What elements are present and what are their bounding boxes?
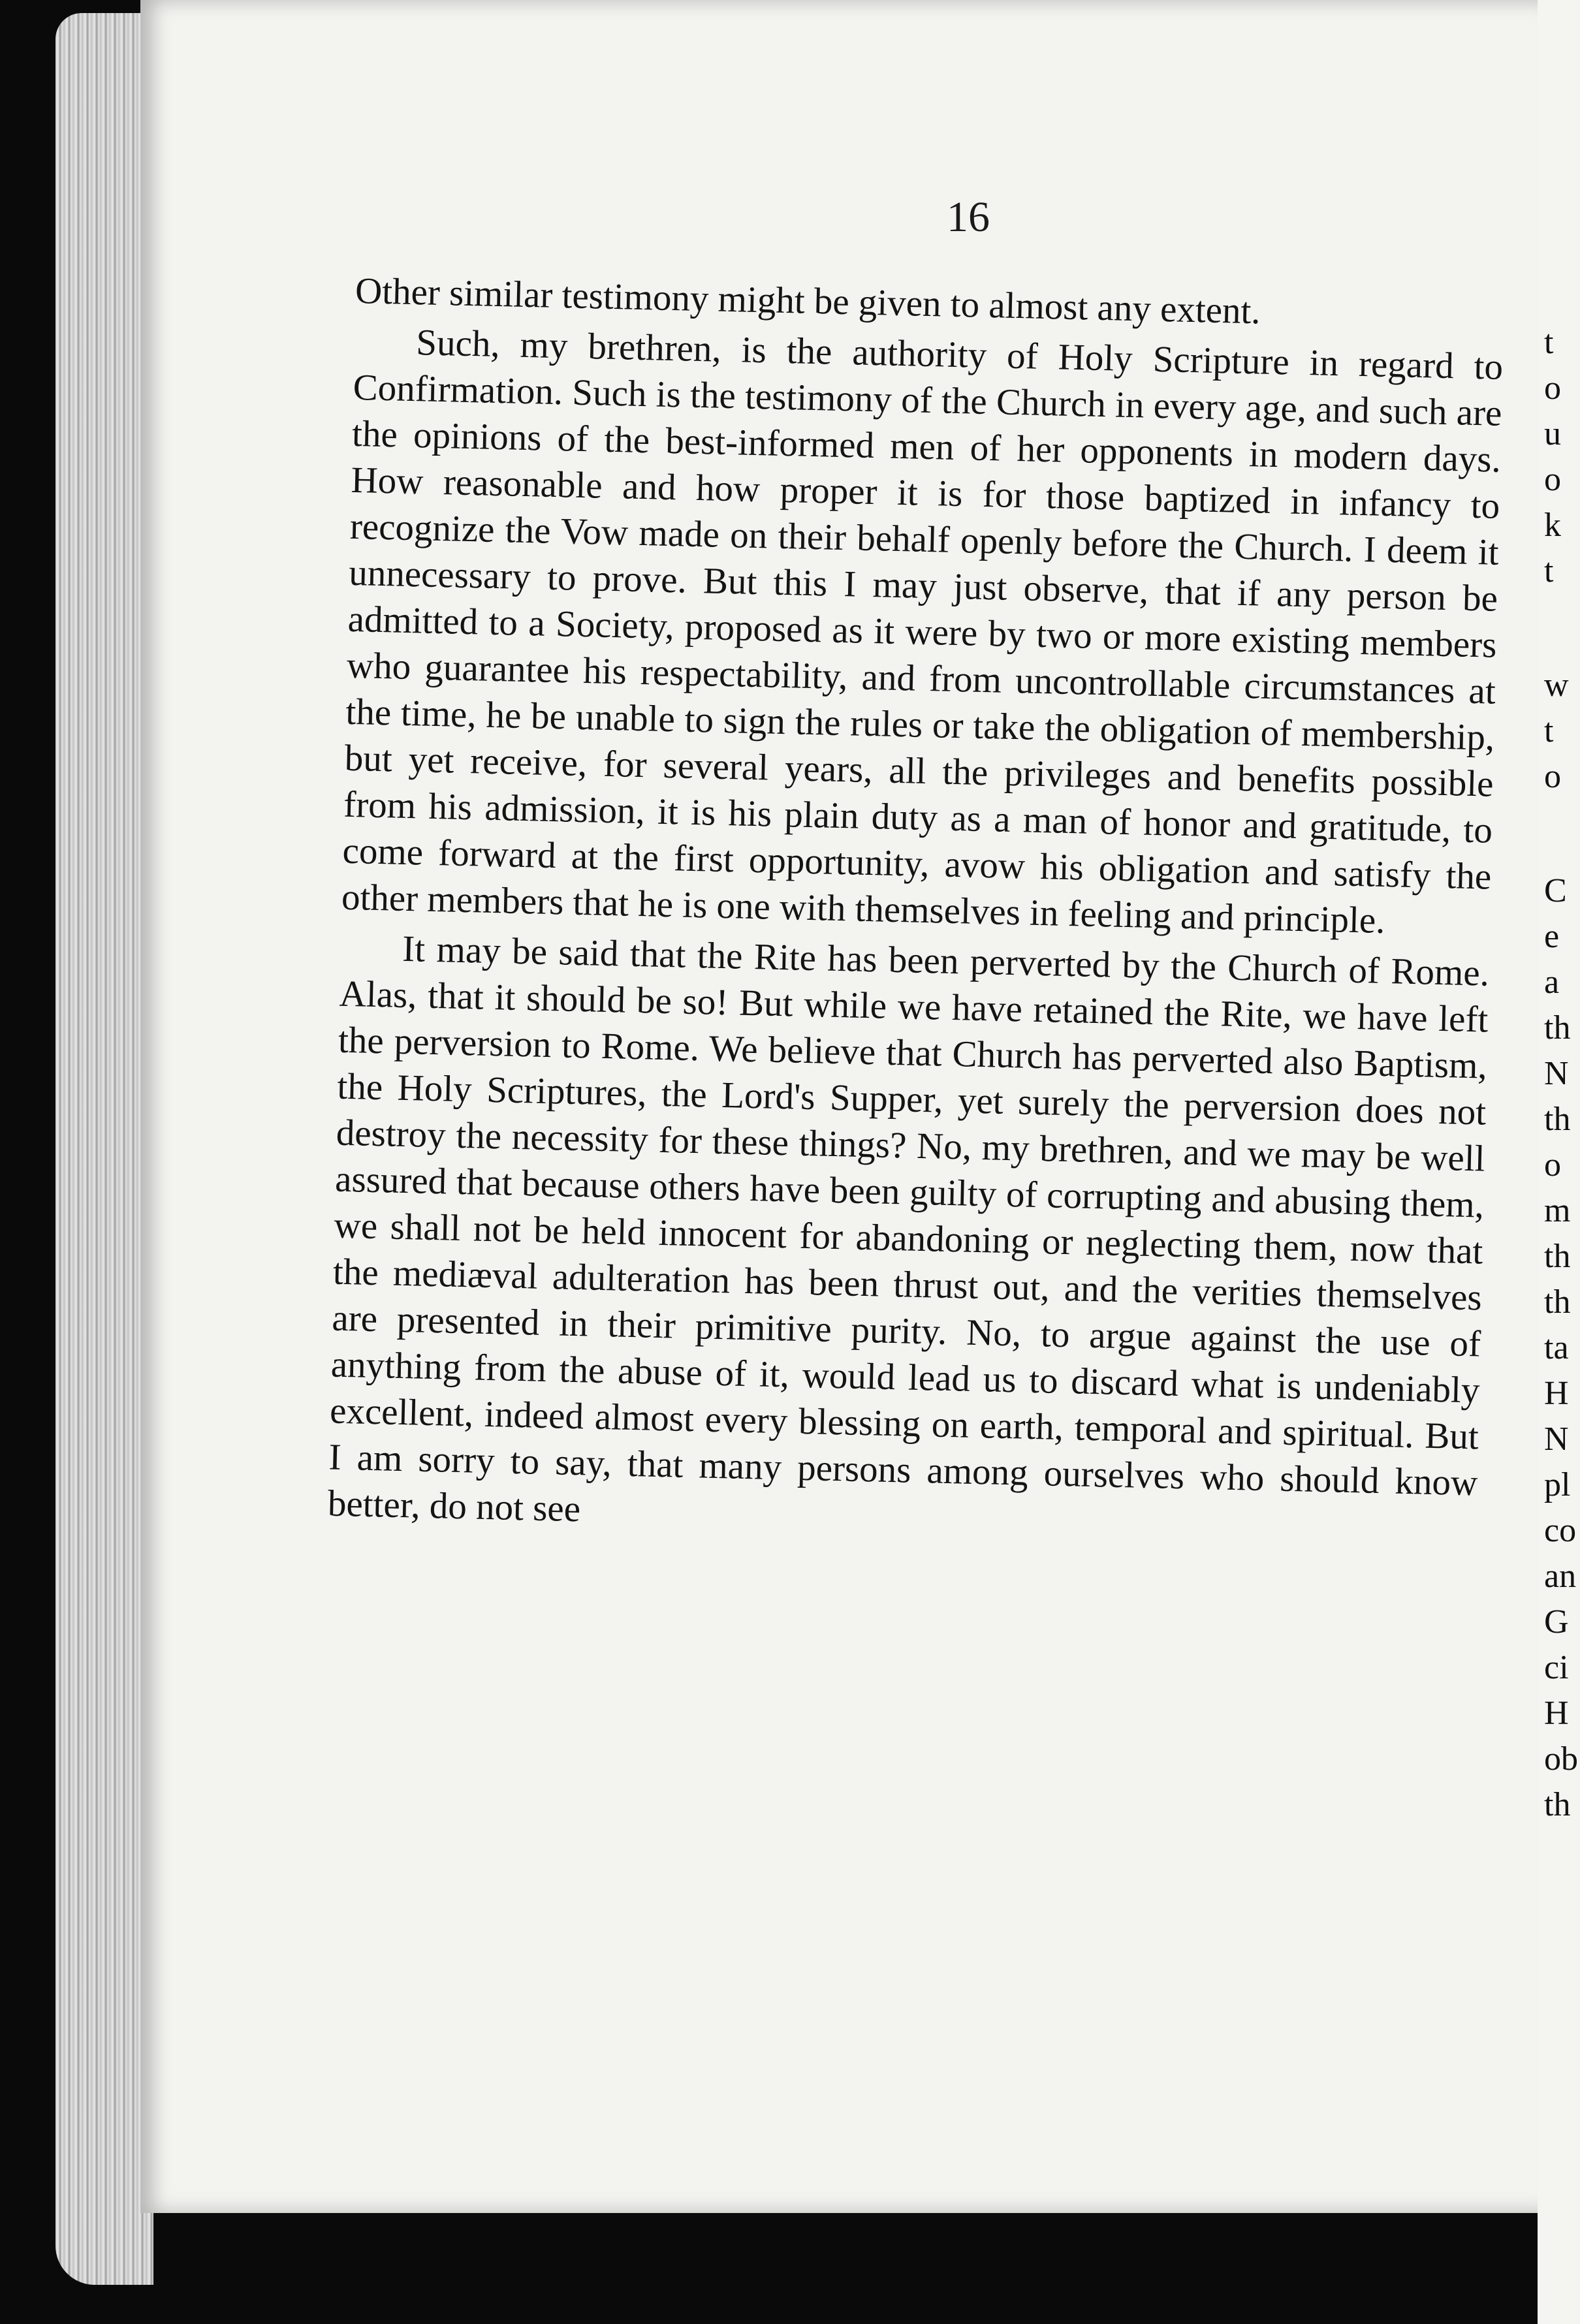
facing-fragment: t <box>1544 324 1554 361</box>
facing-fragment: co <box>1544 1512 1577 1549</box>
facing-fragment: th <box>1544 1786 1571 1823</box>
facing-fragment: k <box>1544 507 1561 544</box>
facing-fragment: o <box>1544 758 1561 795</box>
facing-fragment: ob <box>1544 1740 1578 1778</box>
facing-fragment: ta <box>1544 1329 1569 1366</box>
facing-fragment: th <box>1544 1238 1571 1275</box>
facing-fragment: pl <box>1544 1466 1571 1503</box>
facing-fragment: u <box>1544 415 1561 452</box>
facing-fragment: C <box>1544 872 1567 909</box>
facing-fragment: th <box>1544 1283 1571 1321</box>
facing-fragment: e <box>1544 918 1560 955</box>
paragraph-1: Other similar testimony might be given to almost any extent. <box>355 270 1261 332</box>
paragraph-3: It may be said that the Rite has been perverted by the Church of Rome. Alas, that it should be so! But while we have retained the Rite, we have left the perversion to Rome. We believe that Church has perverted also Baptism, the Holy Scriptures, the Lord's Supper, yet surely the perversion does not destroy the necessity for these things? No, my brethren, and we may be well assured that because others have been guilty of corrupting and abusing them, we shall not be held innocent for abandoning or neglecting them, now that the mediæval adulteration has been thrust out, and the verities themselves are presented in their primitive purity. No, to argue against the use of anything from the abuse of it, would lead us to discard what is undeniably excellent, indeed almost every blessing on earth, temporal and spiritual. But I am sorry to say, that many persons among ourselves who should know better, do not see <box>327 928 1490 1530</box>
facing-fragment: a <box>1544 964 1560 1001</box>
facing-fragment: o <box>1544 369 1561 407</box>
facing-fragment: H <box>1544 1695 1569 1732</box>
facing-fragment: an <box>1544 1558 1577 1595</box>
page-number: 16 <box>947 193 990 241</box>
facing-page-edge <box>1538 0 1580 2324</box>
facing-fragment: o <box>1544 461 1561 498</box>
facing-fragment: N <box>1544 1055 1569 1092</box>
facing-fragment: ci <box>1544 1649 1569 1686</box>
facing-fragment: t <box>1544 552 1554 589</box>
facing-fragment: th <box>1544 1009 1571 1046</box>
facing-fragment: m <box>1544 1192 1571 1229</box>
facing-fragment: t <box>1544 712 1554 749</box>
facing-fragment: th <box>1544 1101 1571 1138</box>
facing-fragment: o <box>1544 1146 1561 1184</box>
facing-fragment: w <box>1544 667 1569 704</box>
book-page-edges <box>55 13 153 2285</box>
body-text <box>327 268 1504 1552</box>
facing-fragment: H <box>1544 1375 1569 1412</box>
paragraph-2: Such, my brethren, is the authority of Holy Scripture in regard to Confirmation. Such is the testimony of the Church in every age, and such are the opinions of the best-informed men of her opponents in modern days. How reasonable and how proper it is for those baptized in infancy to recognize the Vow made on their behalf openly before the Church. I deem it unnecessary to prove. But this I may just observe, that if any person be admitted to a Society, proposed as it were by two or more existing members who guarantee his respectability, and from uncontrollable circumstances at the time, he be unable to sign the rules or take the obligation of membership, but yet receive, for several years, all the privileges and benefits possible from his admission, it is his plain duty as a man of honor and gratitude, to come forward at the first opportunity, avow his obligation and satisfy the other members that he is one with themselves in feeling and principle. <box>341 322 1504 942</box>
facing-fragment: G <box>1544 1603 1569 1641</box>
facing-fragment: N <box>1544 1421 1569 1458</box>
